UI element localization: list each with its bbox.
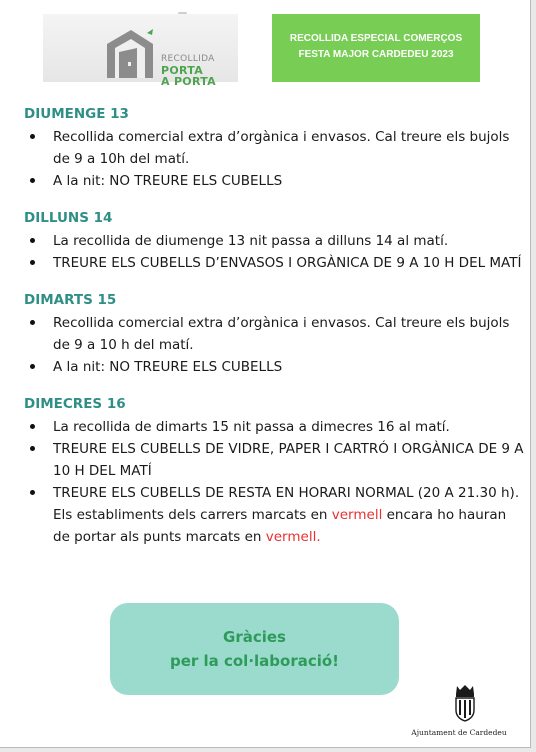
day-section-dimecres xyxy=(24,394,524,548)
item-text-part2: encara ho hauran de portar als punts marcats en xyxy=(53,507,507,545)
item-list xyxy=(24,312,524,378)
recollida-logo xyxy=(43,14,238,88)
item-text: A la nit: NO TREURE ELS CUBELLS xyxy=(53,173,283,189)
item-text: Recollida comercial extra d’orgànica i envasos. Cal treure els bujols de 9 a 10h del matí. xyxy=(53,129,510,167)
bullet-icon xyxy=(30,490,35,495)
event-banner xyxy=(272,14,480,82)
banner-line1: RECOLLIDA ESPECIAL COMERÇOS xyxy=(289,33,463,44)
item-text: La recollida de dimarts 15 nit passa a dimecres 16 al matí. xyxy=(53,419,450,435)
ajuntament-label: Ajuntament de Cardedeu xyxy=(411,728,507,737)
logo-text xyxy=(161,54,216,87)
item-list xyxy=(24,126,524,192)
logo-line2: PORTA xyxy=(161,64,204,77)
logo-line1: RECOLLIDA xyxy=(161,54,215,64)
day-title: DIMECRES 16 xyxy=(24,396,126,412)
item-text: TREURE ELS CUBELLS D’ENVASOS I ORGÀNICA DE 9 A 10 H DEL MATÍ xyxy=(53,255,522,271)
highlight-red-word: vermell. xyxy=(265,529,321,545)
day-title: DILLUNS 14 xyxy=(24,210,113,226)
item-text: Recollida comercial extra d’orgànica i envasos. Cal treure els bujols de 9 a 10 h del matí. xyxy=(53,315,510,353)
viewer-bottom-strip xyxy=(0,748,536,752)
day-title: DIUMENGE 13 xyxy=(24,106,129,122)
day-section-dilluns xyxy=(24,208,524,274)
highlight-red-word: vermell xyxy=(331,507,383,523)
bullet-icon xyxy=(30,260,35,265)
item-text: TREURE ELS CUBELLS DE VIDRE, PAPER I CARTRÓ I ORGÀNICA DE 9 A 10 H DEL MATÍ xyxy=(53,441,524,479)
list-item xyxy=(24,312,524,356)
item-text-part1: TREURE ELS CUBELLS DE RESTA EN HORARI NORMAL (20 A 21.30 h). Els establiments dels carrers marcats en xyxy=(53,485,520,523)
bullet-icon xyxy=(30,178,35,183)
list-item xyxy=(24,356,524,378)
item-list xyxy=(24,416,524,548)
item-text: La recollida de diumenge 13 nit passa a dilluns 14 al matí. xyxy=(53,233,449,249)
day-section-diumenge xyxy=(24,104,524,192)
day-title: DIMARTS 15 xyxy=(24,292,117,308)
thanks-box xyxy=(110,603,399,695)
schedule xyxy=(24,104,524,564)
list-item xyxy=(24,438,524,482)
thanks-line1: Gràcies xyxy=(223,628,286,646)
list-item xyxy=(24,126,524,170)
coat-of-arms-icon xyxy=(453,684,477,722)
list-item xyxy=(24,252,524,274)
bullet-icon xyxy=(30,446,35,451)
bullet-icon xyxy=(30,320,35,325)
item-list xyxy=(24,230,524,274)
house-door-icon xyxy=(101,24,157,80)
list-item xyxy=(24,170,524,192)
list-item xyxy=(24,230,524,252)
bullet-icon xyxy=(30,238,35,243)
bullet-icon xyxy=(30,424,35,429)
logo-line3: A PORTA xyxy=(161,75,216,88)
item-text: A la nit: NO TREURE ELS CUBELLS xyxy=(53,359,283,375)
list-item xyxy=(24,416,524,438)
bullet-icon xyxy=(30,364,35,369)
day-section-dimarts xyxy=(24,290,524,378)
thanks-line2: per la col·laboració! xyxy=(169,652,340,670)
banner-line2: FESTA MAJOR CARDEDEU 2023 xyxy=(298,49,454,60)
list-item xyxy=(24,482,524,548)
viewer-right-strip xyxy=(531,0,536,752)
bullet-icon xyxy=(30,134,35,139)
